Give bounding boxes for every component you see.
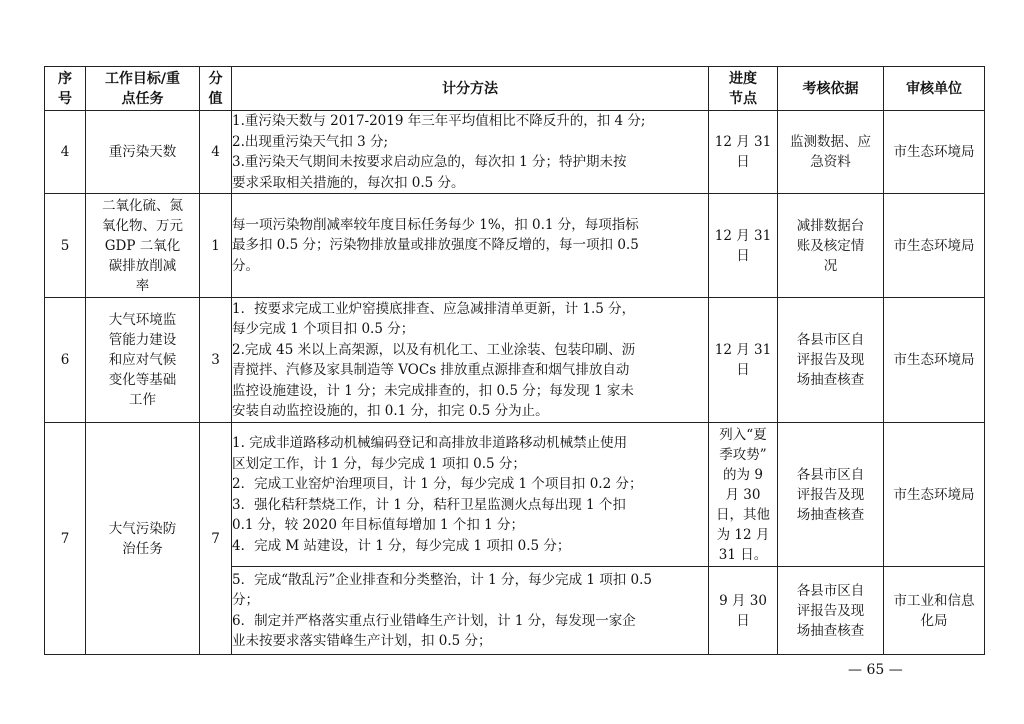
scoring-method: 1.重污染天数与 2017-2019 年三年平均值相比不降反升的，扣 4 分; 2.出现重污染天气扣 3 分; 3.重污染天气期间未按要求启动应急的，每次扣 1 分；特护期未按 要求采取相关措施的，每次扣 0.5 分。 xyxy=(232,111,709,194)
task-name: 大气污染防 治任务 xyxy=(86,423,200,655)
table-row xyxy=(45,194,985,298)
score-value: 7 xyxy=(200,423,232,655)
assessment-basis: 各县市区自 评报告及现 场抽查核查 xyxy=(778,567,884,655)
row-number: 4 xyxy=(45,111,86,194)
header-progress: 进度 节点 xyxy=(709,67,778,111)
row-number: 5 xyxy=(45,194,86,298)
row-number: 7 xyxy=(45,423,86,655)
header-unit: 审核单位 xyxy=(884,67,985,111)
review-unit: 市生态环境局 xyxy=(884,194,985,298)
scoring-method: 1. 完成非道路移动机械编码登记和高排放非道路移动机械禁止使用 区划定工作，计 1 分，每少完成 1 项扣 0.5 分； 2．完成工业窑炉治理项目，计 1 分，每少完成 1 个项目扣 0.2 分； 3．强化秸秆禁烧工作，计 1 分，秸秆卫星监测火点每出现 1 个扣 0.1 分，较 2020 年目标值每增加 1 个扣 1 分； 4．完成 M 站建设，计 1 分，每少完成 1 项扣 0.5 分； xyxy=(232,423,709,567)
table-row xyxy=(45,298,985,423)
review-unit: 市工业和信息 化局 xyxy=(884,567,985,655)
header-no: 序 号 xyxy=(45,67,86,111)
review-unit: 市生态环境局 xyxy=(884,111,985,194)
score-value: 1 xyxy=(200,194,232,298)
table-row xyxy=(45,111,985,194)
assessment-table xyxy=(44,66,985,655)
scoring-method: 1．按要求完成工业炉窑摸底排查、应急减排清单更新，计 1.5 分， 每少完成 1 个项目扣 0.5 分； 2.完成 45 米以上高架源，以及有机化工、工业涂装、包装印刷、沥 青搅拌、汽修及家具制造等 VOCs 排放重点源排查和烟气排放自动 监控设施建设，计 1 分；未完成排查的，扣 0.5 分；每发现 1 家未 安装自动监控设施的，扣 0.1 分，扣完 0.5 分为止。 xyxy=(232,298,709,423)
score-value: 3 xyxy=(200,298,232,423)
progress-node: 9 月 30 日 xyxy=(709,567,778,655)
header-method: 计分方法 xyxy=(232,67,709,111)
header-basis: 考核依据 xyxy=(778,67,884,111)
assessment-basis: 减排数据台 账及核定情 况 xyxy=(778,194,884,298)
scoring-method: 5．完成“散乱污”企业排查和分类整治，计 1 分，每少完成 1 项扣 0.5 分； 6．制定并严格落实重点行业错峰生产计划，计 1 分，每发现一家企 业未按要求落实错峰生产计划，扣 0.5 分； xyxy=(232,567,709,655)
scoring-method: 每一项污染物削减率较年度目标任务每少 1%，扣 0.1 分，每项指标 最多扣 0.5 分；污染物排放量或排放强度不降反增的，每一项扣 0.5 分。 xyxy=(232,194,709,298)
review-unit: 市生态环境局 xyxy=(884,298,985,423)
task-name: 大气环境监 管能力建设 和应对气候 变化等基础 工作 xyxy=(86,298,200,423)
progress-node: 12 月 31 日 xyxy=(709,194,778,298)
progress-node: 列入“夏 季攻势” 的为 9 月 30 日，其他 为 12 月 31 日。 xyxy=(709,423,778,567)
task-name: 二氧化硫、氮 氧化物、万元 GDP 二氧化 碳排放削减 率 xyxy=(86,194,200,298)
assessment-basis: 监测数据、应 急资料 xyxy=(778,111,884,194)
task-name: 重污染天数 xyxy=(86,111,200,194)
page-number: — 65 — xyxy=(848,662,903,678)
score-value: 4 xyxy=(200,111,232,194)
row-number: 6 xyxy=(45,298,86,423)
header-row xyxy=(45,67,985,111)
progress-node: 12 月 31 日 xyxy=(709,298,778,423)
progress-node: 12 月 31 日 xyxy=(709,111,778,194)
header-score: 分 值 xyxy=(200,67,232,111)
assessment-basis: 各县市区自 评报告及现 场抽查核查 xyxy=(778,423,884,567)
assessment-basis: 各县市区自 评报告及现 场抽查核查 xyxy=(778,298,884,423)
review-unit: 市生态环境局 xyxy=(884,423,985,567)
header-target: 工作目标/重 点任务 xyxy=(86,67,200,111)
table-row xyxy=(45,423,985,567)
